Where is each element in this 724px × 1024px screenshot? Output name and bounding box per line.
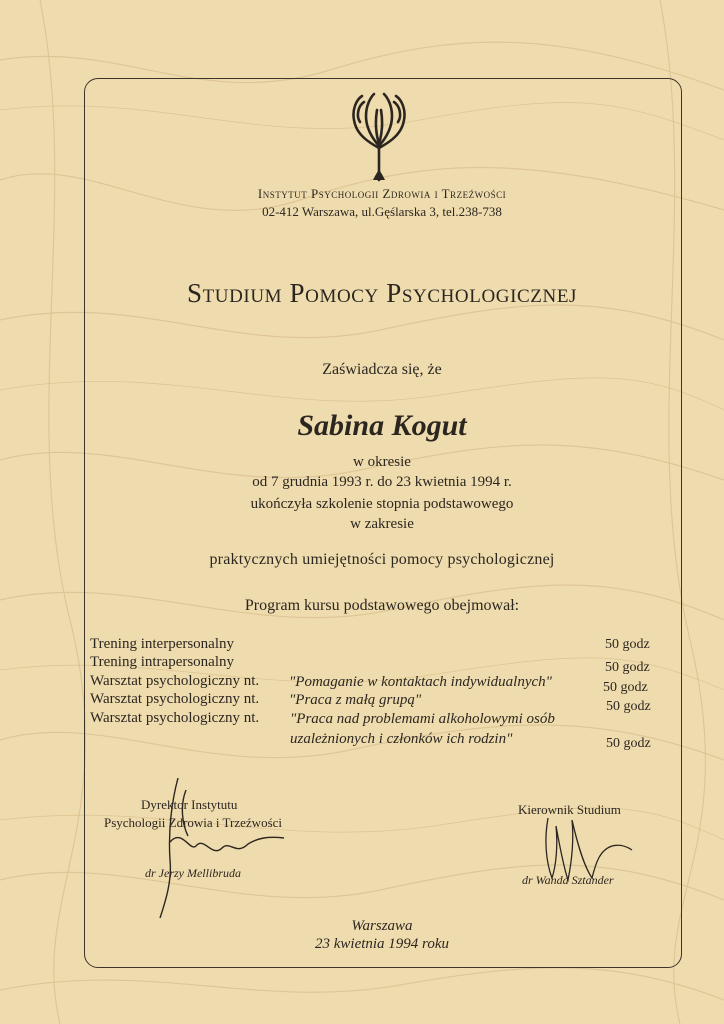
training-field: praktycznych umiejętności pomocy psychologicznej	[209, 551, 555, 568]
course-name: Trening intrapersonalny	[90, 654, 235, 670]
issue-place: Warszawa	[351, 918, 413, 934]
period-line-4: w zakresie	[350, 516, 414, 532]
tree-logo-icon	[346, 92, 412, 182]
course-topic: "Praca nad problemami alkoholowymi osób	[290, 711, 555, 727]
course-hours: 50 godz	[605, 660, 650, 675]
recipient-name: Sabina Kogut	[297, 409, 467, 442]
period-line-2: od 7 grudnia 1993 r. do 23 kwietnia 1994 r.	[252, 474, 512, 490]
course-name: Trening interpersonalny	[90, 636, 235, 652]
director-institute: Psychologii Zdrowia i Trzeźwości	[104, 815, 283, 830]
course-topic-continuation: uzależnionych i członków ich rodzin"	[290, 731, 513, 747]
course-name: Warsztat psychologiczny nt.	[90, 673, 260, 689]
institute-address: 02-412 Warszawa, ul.Gęślarska 3, tel.238-738	[262, 204, 502, 219]
course-hours: 50 godz	[605, 637, 650, 652]
course-hours: 50 godz	[606, 736, 651, 751]
course-topic: "Praca z małą grupą"	[289, 692, 422, 708]
course-name: Warsztat psychologiczny nt.	[90, 710, 260, 726]
attestation-text: Zaświadcza się, że	[322, 361, 442, 378]
period-line-1: w okresie	[353, 454, 411, 470]
director-name: dr Jerzy Mellibruda	[145, 866, 241, 880]
course-hours: 50 godz	[603, 680, 648, 695]
course-name: Warsztat psychologiczny nt.	[90, 691, 260, 707]
head-of-studies-name: dr Wanda Sztander	[522, 873, 614, 887]
course-hours: 50 godz	[606, 699, 651, 714]
period-line-3: ukończyła szkolenie stopnia podstawowego	[250, 496, 514, 512]
course-topic: "Pomaganie w kontaktach indywidualnych"	[289, 674, 552, 690]
head-of-studies-role: Kierownik Studium	[518, 802, 621, 817]
issue-date: 23 kwietnia 1994 roku	[314, 936, 449, 952]
institute-name: Instytut Psychologii Zdrowia i Trzeźwości	[257, 186, 507, 201]
certificate-title: Studium Pomocy Psychologicznej	[186, 278, 578, 308]
program-heading: Program kursu podstawowego obejmował:	[244, 597, 520, 614]
director-role: Dyrektor Instytutu	[141, 797, 238, 812]
